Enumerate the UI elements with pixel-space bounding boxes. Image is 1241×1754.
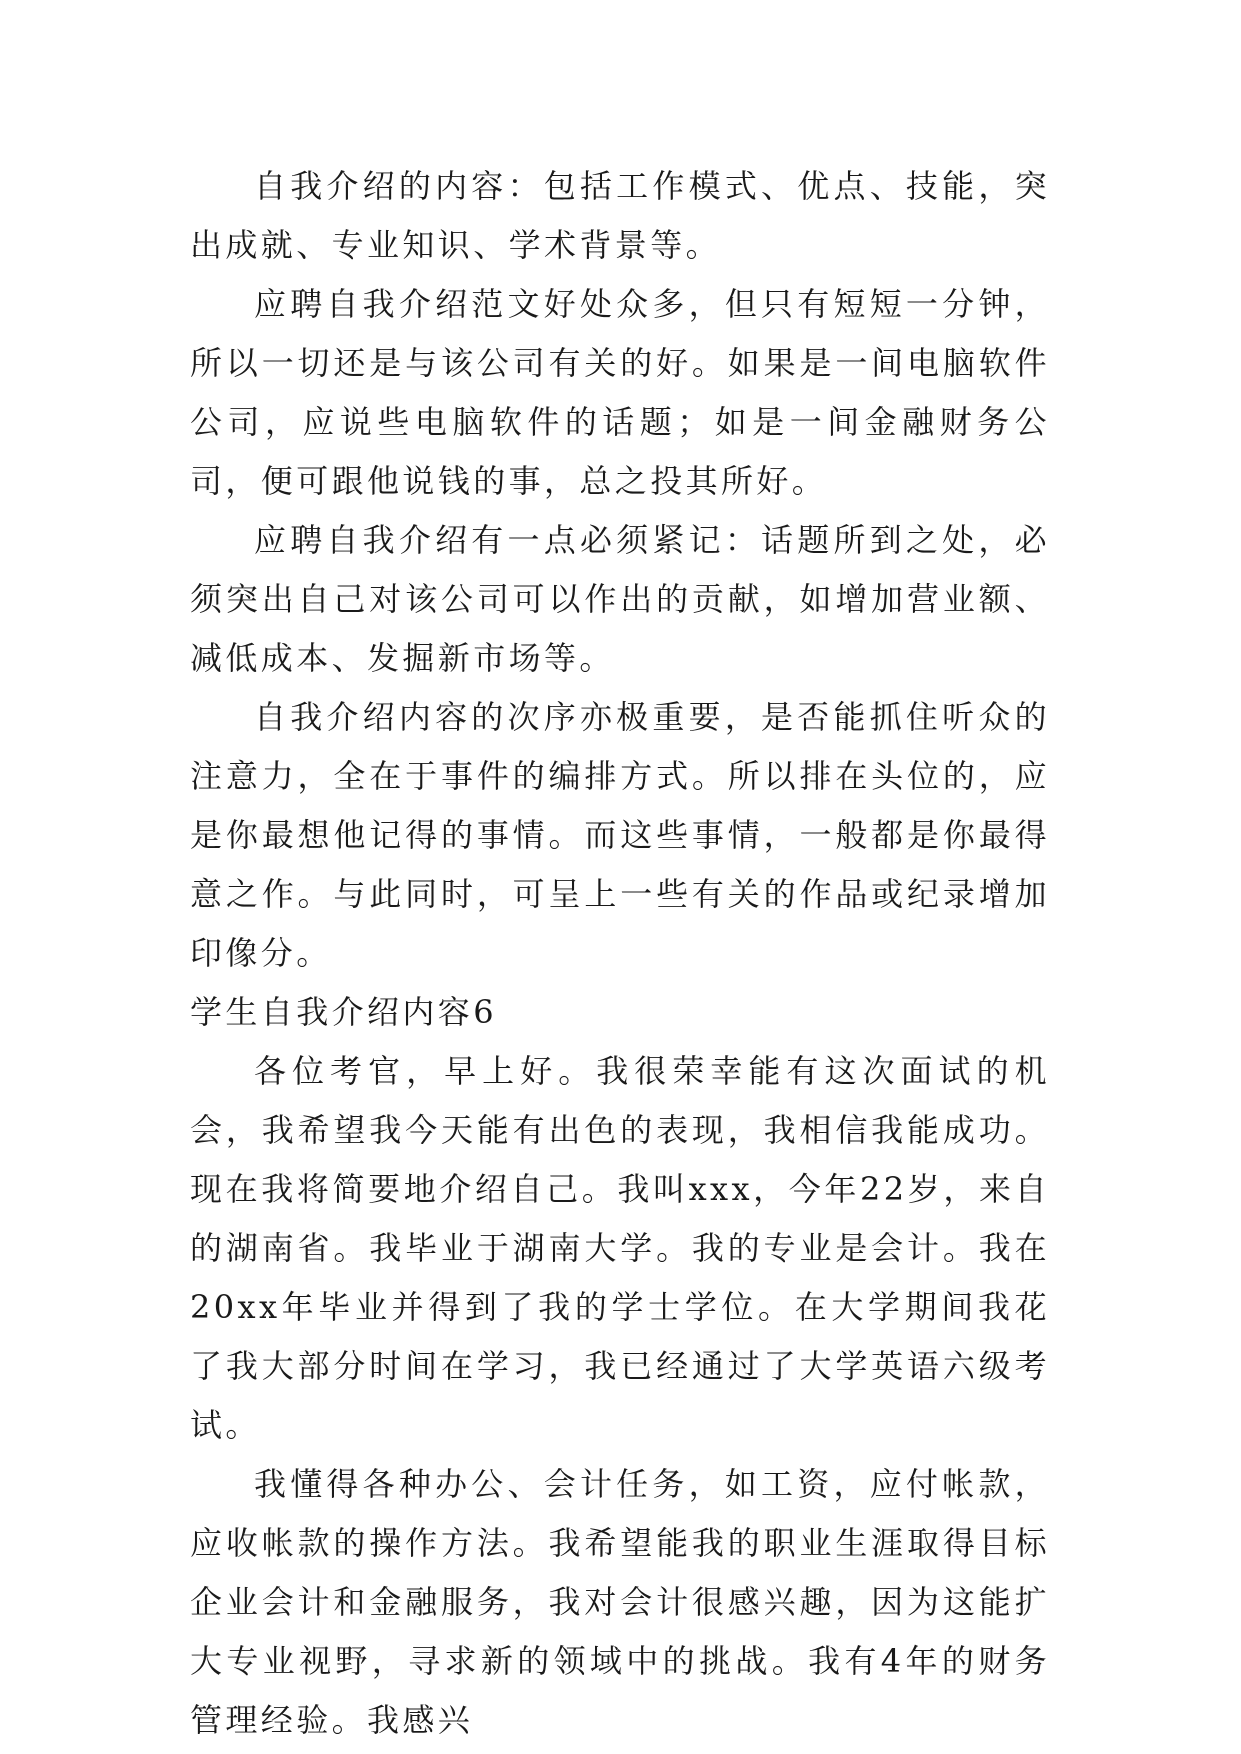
paragraph-skills: 我懂得各种办公、会计任务，如工资，应付帐款，应收帐款的操作方法。我希望能我的职业生涯取得目标企业会计和金融服务，我对会计很感兴趣，因为这能扩大专业视野，寻求新的领域中的挑战。我有4年的财务管理经验。我感兴: [190, 1465, 1050, 1739]
section-heading: 学生自我介绍内容6: [190, 993, 497, 1031]
paragraph-greeting: 各位考官，早上好。我很荣幸能有这次面试的机会，我希望我今天能有出色的表现，我相信我能成功。现在我将简要地介绍自己。我叫xxx，今年22岁，来自的湖南省。我毕业于湖南大学。我的专业是会计。我在20xx年毕业并得到了我的学士学位。在大学期间我花了我大部分时间在学习，我已经通过了大学英语六级考试。: [190, 1052, 1050, 1444]
paragraph-content-intro: 自我介绍的内容：包括工作模式、优点、技能，突出成就、专业知识、学术背景等。: [190, 167, 1050, 264]
paragraph-remember: 应聘自我介绍有一点必须紧记：话题所到之处，必须突出自己对该公司可以作出的贡献，如增加营业额、减低成本、发掘新市场等。: [190, 521, 1050, 677]
paragraph-one-minute: 应聘自我介绍范文好处众多，但只有短短一分钟，所以一切还是与该公司有关的好。如果是一间电脑软件公司，应说些电脑软件的话题；如是一间金融财务公司，便可跟他说钱的事，总之投其所好。: [190, 285, 1050, 500]
paragraph-order: 自我介绍内容的次序亦极重要，是否能抓住听众的注意力，全在于事件的编排方式。所以排在头位的，应是你最想他记得的事情。而这些事情，一般都是你最得意之作。与此同时，可呈上一些有关的作品或纪录增加印像分。: [190, 698, 1050, 972]
document-body: [190, 157, 1050, 1750]
